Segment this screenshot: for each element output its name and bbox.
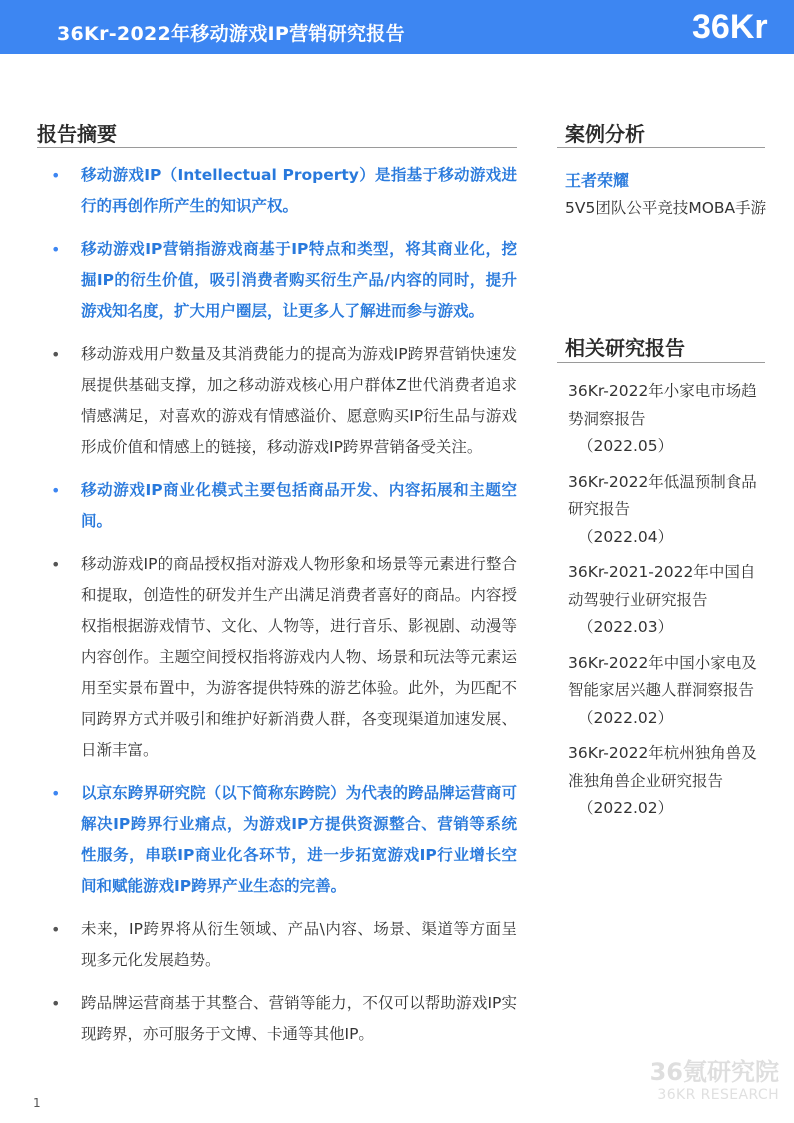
summary-item-text: 移动游戏IP的商品授权指对游戏人物形象和场景等元素进行整合和提取，创造性的研发并生产出满足消费者喜好的商品。内容授权指根据游戏情节、文化、人物等，进行音乐、影视剧、动漫等内容创作。主题空间授权指将游戏内人物、场景和玩法等元素运用至实景布置中，为游客提供特殊的游艺体验。此外，为匹配不同跨界方式并吸引和维护好新消费人群，各变现渠道加速发展、日渐丰富。 [81,555,517,759]
report-link-date: （2022.04） [578,527,674,546]
summary-divider [37,147,517,148]
case-description: 5V5团队公平竞技MOBA手游 [565,199,767,217]
watermark-sub-text: 36KR RESEARCH [657,1087,779,1103]
report-link[interactable] [568,740,758,823]
summary-item [37,234,517,327]
summary-item [37,549,517,766]
report-link[interactable] [568,650,758,733]
related-reports-list [568,378,758,831]
summary-item-text: 跨品牌运营商基于其整合、营销等能力，不仅可以帮助游戏IP实现跨界，亦可服务于文博、卡通等其他IP。 [81,994,517,1043]
report-title: 36Kr-2022年移动游戏IP营销研究报告 [57,23,405,45]
bullet-dot-icon: • [51,555,61,574]
summary-item [37,914,517,976]
bullet-dot-icon: • [51,345,61,364]
report-link-title[interactable]: 36Kr-2022年中国小家电及智能家居兴趣人群洞察报告 [568,653,757,699]
bullet-dot-icon: • [51,166,61,185]
research-watermark [634,1058,779,1104]
summary-item-text: 移动游戏用户数量及其消费能力的提高为游戏IP跨界营销快速发展提供基础支撑，加之移动游戏核心用户群体Z世代消费者追求情感满足，对喜欢的游戏有情感溢价、愿意购买IP衍生品与游戏形成价值和情感上的链接，移动游戏IP跨界营销备受关注。 [81,345,517,456]
summary-heading: 报告摘要 [37,122,117,146]
summary-item [37,778,517,902]
report-link-date: （2022.02） [578,799,674,817]
page-number: 1 [33,1096,41,1110]
summary-list [37,160,517,1062]
watermark-main-text: 36氪研究院 [649,1058,779,1086]
report-link-title[interactable]: 36Kr-2021-2022年中国自动驾驶行业研究报告 [568,563,756,609]
report-link[interactable] [568,469,758,552]
summary-item-text: 以京东跨界研究院（以下简称东跨院）为代表的跨品牌运营商可解决IP跨界行业痛点，为游戏IP方提供资源整合、营销等系统性服务，串联IP商业化各环节，进一步拓宽游戏IP行业增长空间和赋能游戏IP跨界产业生态的完善。 [81,784,517,895]
summary-item [37,475,517,537]
report-link-title[interactable]: 36Kr-2022年小家电市场趋势洞察报告 [568,382,757,428]
36kr-logo [692,0,794,54]
summary-item-text: 未来，IP跨界将从衍生领域、产品\内容、场景、渠道等方面呈现多元化发展趋势。 [81,920,517,969]
summary-item [37,160,517,222]
report-link[interactable] [568,559,758,642]
summary-item-text: 移动游戏IP（Intellectual Property）是指基于移动游戏进行的再创作所产生的知识产权。 [81,166,517,215]
bullet-dot-icon: • [51,481,61,500]
bullet-dot-icon: • [51,920,61,939]
bullet-dot-icon: • [51,784,61,803]
report-link-date: （2022.05） [578,437,674,455]
report-link-title[interactable]: 36Kr-2022年低温预制食品研究报告 [568,472,757,518]
case-analysis-heading: 案例分析 [565,122,645,146]
case-title: 王者荣耀 [565,171,630,190]
related-reports-heading: 相关研究报告 [565,336,685,360]
case-analysis-divider [557,147,765,148]
related-reports-divider [557,362,765,363]
report-link-date: （2022.03） [578,618,674,636]
report-link-date: （2022.02） [578,708,674,727]
bullet-dot-icon: • [51,994,61,1013]
summary-item [37,988,517,1050]
summary-item-text: 移动游戏IP营销指游戏商基于IP特点和类型，将其商业化，挖掘IP的衍生价值，吸引消费者购买衍生产品/内容的同时，提升游戏知名度，扩大用户圈层，让更多人了解进而参与游戏。 [81,240,517,320]
summary-item-text: 移动游戏IP商业化模式主要包括商品开发、内容拓展和主题空间。 [81,481,517,530]
report-link-title[interactable]: 36Kr-2022年杭州独角兽及准独角兽企业研究报告 [568,744,757,790]
svg-text:36Kr: 36Kr [692,8,768,46]
bullet-dot-icon: • [51,240,61,259]
report-link[interactable] [568,378,758,461]
summary-item [37,339,517,463]
